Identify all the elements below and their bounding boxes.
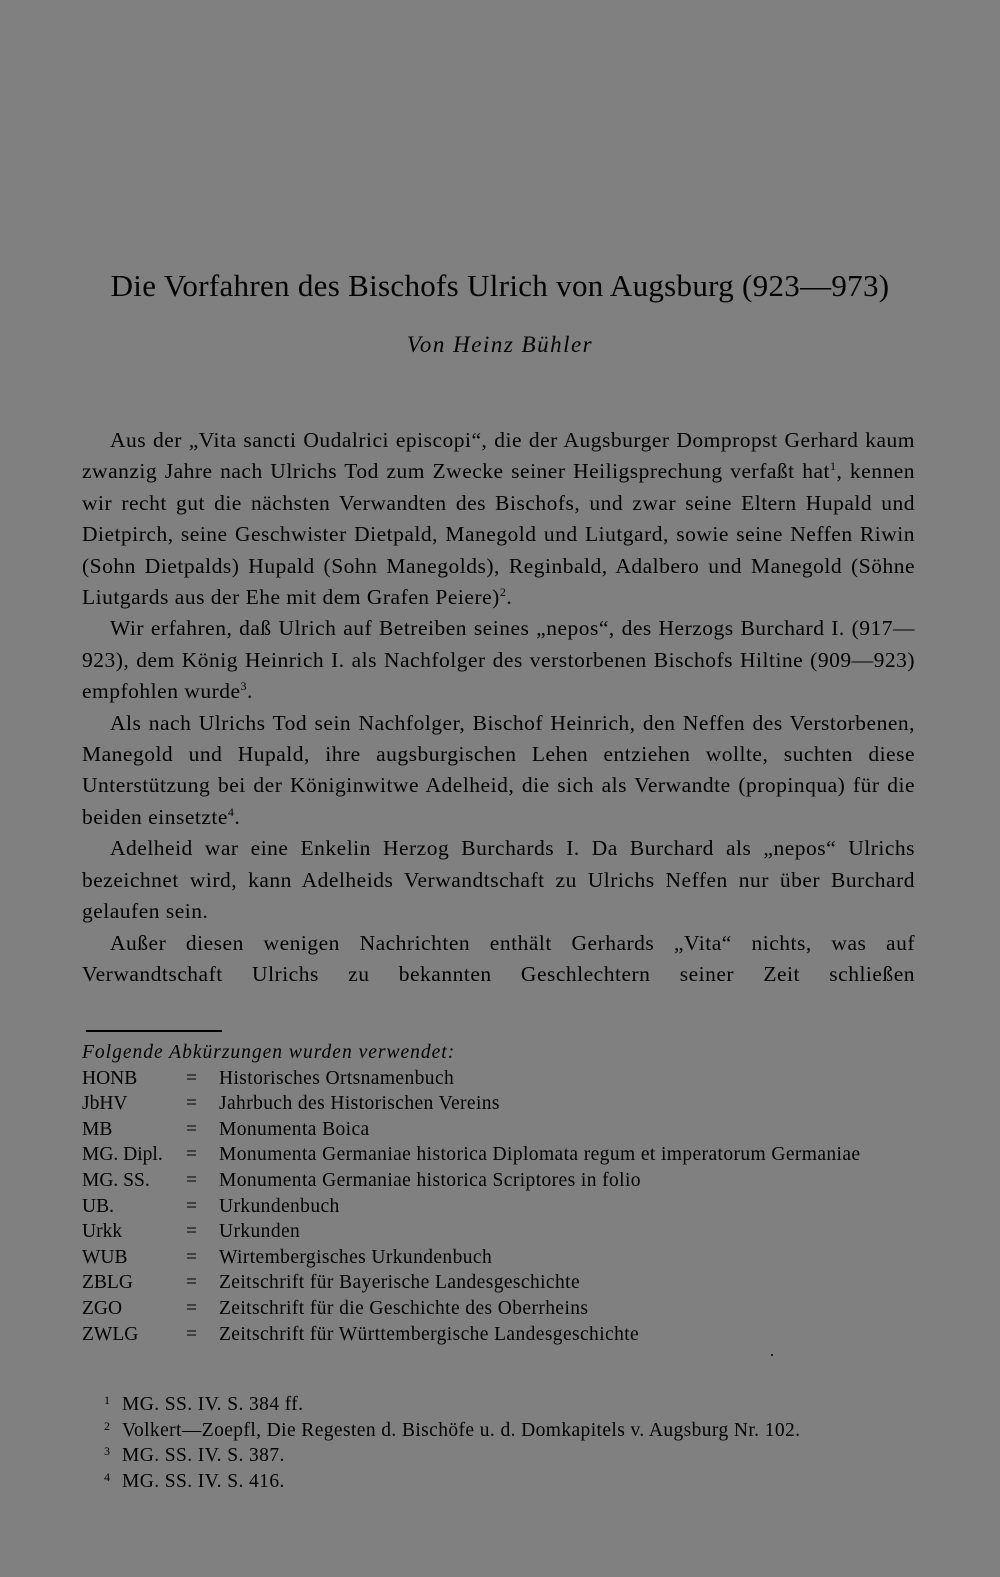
abbreviation-key: ZWLG xyxy=(82,1323,139,1345)
footnote-mark: 1 xyxy=(104,1393,110,1407)
abbreviation-key: ZGO xyxy=(82,1297,123,1319)
paragraph-3 xyxy=(82,708,915,834)
body-text xyxy=(82,425,915,990)
abbreviations-list xyxy=(82,1040,915,1347)
abbreviation-value: Urkunden xyxy=(219,1221,301,1243)
equals-sign: = xyxy=(186,1195,197,1217)
paragraph-2 xyxy=(82,613,915,707)
equals-sign: = xyxy=(186,1297,197,1319)
equals-sign: = xyxy=(186,1093,197,1115)
footnote-mark: 2 xyxy=(104,1418,110,1433)
footnote-text: MG. SS. IV. S. 416. xyxy=(122,1470,285,1492)
abbreviation-row xyxy=(82,1117,915,1143)
footnote-text: Volkert—Zoepfl, Die Regesten d. Bischöfe u. d. Domkapitels v. Augsburg Nr. 102. xyxy=(122,1419,801,1441)
paragraph-text: . xyxy=(234,804,241,829)
footnote-ref-3[interactable]: 3 xyxy=(240,679,248,694)
abbreviation-key: MG. Dipl. xyxy=(82,1144,163,1166)
abbreviation-row xyxy=(82,1296,915,1322)
abbreviation-value: Zeitschrift für die Geschichte des Oberrheins xyxy=(219,1297,589,1319)
footnote-mark: 3 xyxy=(104,1444,110,1459)
abbreviation-value: Historisches Ortsnamenbuch xyxy=(219,1067,455,1089)
equals-sign: = xyxy=(186,1144,197,1166)
footnotes-list xyxy=(104,1393,915,1495)
footnote-ref-4[interactable]: 4 xyxy=(227,804,235,819)
paragraph-text: , kennen wir recht gut die nächsten Verwandten des Bischofs, und zwar seine Eltern Hupald und Dietpirch, seine Geschwister Dietpald, Manegold und Liutgard, sowie seine Neffen Riwin (Sohn Dietpalds) Hupald (Sohn Manegolds), Reginbald, Adalbero und Manegold (Söhne Liutgards aus der Ehe mit dem Grafen Peiere) xyxy=(82,459,916,610)
stray-dot xyxy=(771,1354,773,1356)
abbreviation-value: Monumenta Germaniae historica Scriptores in folio xyxy=(219,1169,641,1191)
abbreviation-key: JbHV xyxy=(82,1093,128,1115)
paragraph-text: Als nach Ulrichs Tod sein Nachfolger, Bischof Heinrich, den Neffen des Verstorbenen, Manegold und Hupald, ihre augsburgischen Lehen entziehen wollte, suchten diese Unterstützung bei der Königinwitwe Adelheid, die sich als Verwandte (propinqua) für die beiden einsetzte xyxy=(82,710,915,829)
equals-sign: = xyxy=(186,1067,197,1089)
paragraph-text: . xyxy=(247,679,253,704)
paragraph-text: Adelheid war eine Enkelin Herzog Burchards I. Da Burchard als „nepos“ Ulrichs bezeichnet wird, kann Adelheids Verwandtschaft zu Ulrichs Neffen nur über Burchard gelaufen sein. xyxy=(82,836,915,924)
article-title: Die Vorfahren des Bischofs Ulrich von Augsburg (923—973) xyxy=(110,268,890,303)
footnote-ref-1[interactable]: 1 xyxy=(829,459,837,474)
abbreviation-row xyxy=(82,1322,915,1348)
paragraph-4 xyxy=(82,833,915,927)
footnote-1 xyxy=(104,1393,915,1419)
paragraph-1 xyxy=(82,425,915,613)
abbreviation-key: MG. SS. xyxy=(82,1169,150,1191)
article-author: Von Heinz Bühler xyxy=(406,332,594,357)
abbreviation-row xyxy=(82,1194,915,1220)
abbreviation-row xyxy=(82,1168,915,1194)
abbreviation-value: Zeitschrift für Bayerische Landesgeschichte xyxy=(219,1272,581,1294)
paragraph-text: Außer diesen wenigen Nachrichten enthält Gerhards „Vita“ nichts, was auf Verwandtschaft Ulrichs zu bekannten Geschlechtern seiner Zeit schließen xyxy=(82,930,915,986)
abbreviation-key: Urkk xyxy=(82,1221,123,1243)
abbreviation-row xyxy=(82,1245,915,1271)
abbreviation-row xyxy=(82,1142,915,1168)
footnote-mark: 4 xyxy=(104,1469,110,1484)
footnote-2 xyxy=(104,1419,915,1445)
footnote-text: MG. SS. IV. S. 387. xyxy=(122,1445,285,1467)
abbreviation-value: Jahrbuch des Historischen Vereins xyxy=(219,1093,500,1115)
footnote-text: MG. SS. IV. S. 384 ff. xyxy=(122,1394,304,1415)
abbreviation-value: Wirtembergisches Urkundenbuch xyxy=(219,1246,493,1268)
abbreviation-row xyxy=(82,1091,915,1117)
abbreviation-key: UB. xyxy=(82,1195,114,1217)
footnote-ref-2[interactable]: 2 xyxy=(499,584,507,599)
paragraph-text: Aus der „Vita sancti Oudalrici episcopi“, die der Augsburger Dompropst Gerhard kaum zwanzig Jahre nach Ulrichs Tod zum Zwecke seiner Heiligsprechung verfaßt hat xyxy=(82,428,915,484)
equals-sign: = xyxy=(186,1221,197,1243)
abbreviation-row xyxy=(82,1066,915,1092)
abbreviation-key: MB xyxy=(82,1118,113,1140)
abbreviation-value: Monumenta Germaniae historica Diplomata regum et imperatorum Germaniae xyxy=(219,1144,861,1166)
abbreviation-key: ZBLG xyxy=(82,1272,133,1294)
abbreviation-row xyxy=(82,1219,915,1245)
equals-sign: = xyxy=(186,1272,197,1294)
abbreviation-key: WUB xyxy=(82,1246,128,1268)
abbreviation-value: Urkundenbuch xyxy=(219,1195,340,1217)
abbreviation-key: HONB xyxy=(82,1067,138,1089)
equals-sign: = xyxy=(186,1118,197,1140)
footnote-3 xyxy=(104,1444,915,1470)
abbreviations-heading: Folgende Abkürzungen wurden verwendet: xyxy=(82,1042,456,1063)
equals-sign: = xyxy=(186,1246,197,1268)
paragraph-5 xyxy=(82,928,915,991)
abbreviation-value: Zeitschrift für Württembergische Landesgeschichte xyxy=(219,1323,640,1345)
equals-sign: = xyxy=(186,1323,197,1345)
footnote-separator xyxy=(86,1030,222,1032)
equals-sign: = xyxy=(186,1169,197,1191)
abbreviation-value: Monumenta Boica xyxy=(219,1118,370,1140)
abbreviation-row xyxy=(82,1270,915,1296)
footnote-4 xyxy=(104,1470,915,1496)
paragraph-text: . xyxy=(506,585,513,610)
paragraph-text: Wir erfahren, daß Ulrich auf Betreiben seines „nepos“, des Herzogs Burchard I. (917—923), dem König Heinrich I. als Nachfolger des verstorbenen Bischofs Hiltine (909—923) empfohlen wurde xyxy=(82,616,915,704)
